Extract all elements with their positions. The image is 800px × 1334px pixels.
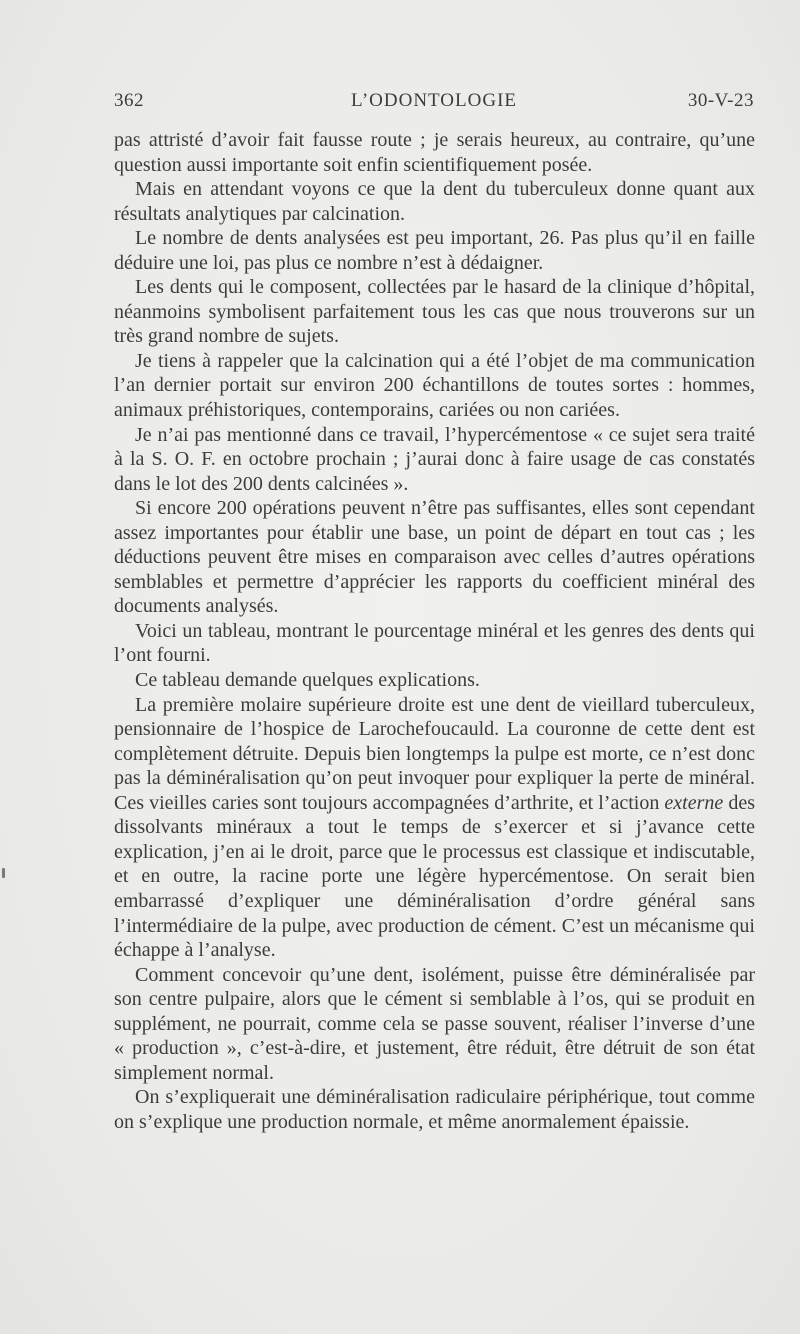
paragraph-text: La première molaire supérieure droite est une dent de vieillard tuberculeux, pensionnaire de l’hospice de Larochefoucauld. La couronne de cette dent est complètement détruite. Depuis bien longtemps la pulpe est morte, ce n’est donc pas la déminéralisation qu’on peut invoquer pour expliquer la perte de minéral. Ces vieilles caries sont toujours accompagnées d’arthrite, et l’action <box>114 693 755 814</box>
emphasis: externe <box>664 791 724 814</box>
paragraph: Ce tableau demande quelques explications. <box>135 669 480 692</box>
paragraph: Voici un tableau, montrant le pourcentage minéral et les genres des dents qui l’ont fourni. <box>114 619 755 667</box>
paragraph-text: des dissolvants minéraux a tout le temps de s’exercer et si j’avance cette explication, j’en ai le droit, parce que le processus est classique et indiscutable, et en outre, la racine porte une légère hypercémentose. On serait bien embarrassé d’expliquer une déminéralisation d’ordre général sans l’intermédiaire de la pulpe, avec production de cément. C’est un mécanisme qui échappe à l’analyse. <box>114 791 755 962</box>
paragraph: Mais en attendant voyons ce que la dent du tuberculeux donne quant aux résultats analytiques par calcination. <box>114 178 755 225</box>
running-head <box>114 90 754 116</box>
paragraph: On s’expliquerait une déminéralisation radiculaire périphérique, tout comme on s’explique une production normale, et même anormalement épaissie. <box>114 1086 755 1133</box>
issue-date: 30-V-23 <box>687 90 754 111</box>
page-number: 362 <box>114 90 144 111</box>
paragraph: Si encore 200 opérations peuvent n’être pas suffisantes, elles sont cependant assez importantes pour établir une base, un point de départ en tout cas ; les déductions peuvent être mises en comparaison avec celles d’autres opérations semblables et permettre d’apprécier les rapports du coefficient minéral des documents analysés. <box>114 497 755 618</box>
page-edge-mark <box>2 868 5 878</box>
journal-title: L’ODONTOLOGIE <box>350 90 518 111</box>
paragraph: Les dents qui le composent, collectées par le hasard de la clinique d’hôpital, néanmoins symbolisent parfaitement tous les cas que nous trouverons sur un très grand nombre de sujets. <box>114 276 755 348</box>
paragraph <box>114 693 755 963</box>
body-text <box>114 128 755 1134</box>
paragraph: Je tiens à rappeler que la calcination qui a été l’objet de ma communication l’an dernier portait sur environ 200 échantillons de toutes sortes : hommes, animaux préhistoriques, contemporains, cariées ou non cariées. <box>114 349 755 422</box>
paragraph: Le nombre de dents analysées est peu important, 26. Pas plus qu’il en faille déduire une loi, pas plus ce nombre n’est à dédaigner. <box>114 227 755 274</box>
paragraph: Comment concevoir qu’une dent, isolément, puisse être déminéralisée par son centre pulpaire, alors que le cément si semblable à l’os, qui se produit en supplément, ne pourrait, comme cela se passe souvent, réaliser l’inverse d’une « production », c’est-à-dire, et justement, être réduit, être détruit de son état simplement normal. <box>114 963 755 1084</box>
paragraph: pas attristé d’avoir fait fausse route ; je serais heureux, au contraire, qu’une question aussi importante soit enfin scientifiquement posée. <box>114 129 755 176</box>
paragraph: Je n’ai pas mentionné dans ce travail, l’hypercémentose « ce sujet sera traité à la S. O. F. en octobre prochain ; j’aurai donc à faire usage de cas constatés dans le lot des 200 dents calcinées ». <box>114 423 755 495</box>
